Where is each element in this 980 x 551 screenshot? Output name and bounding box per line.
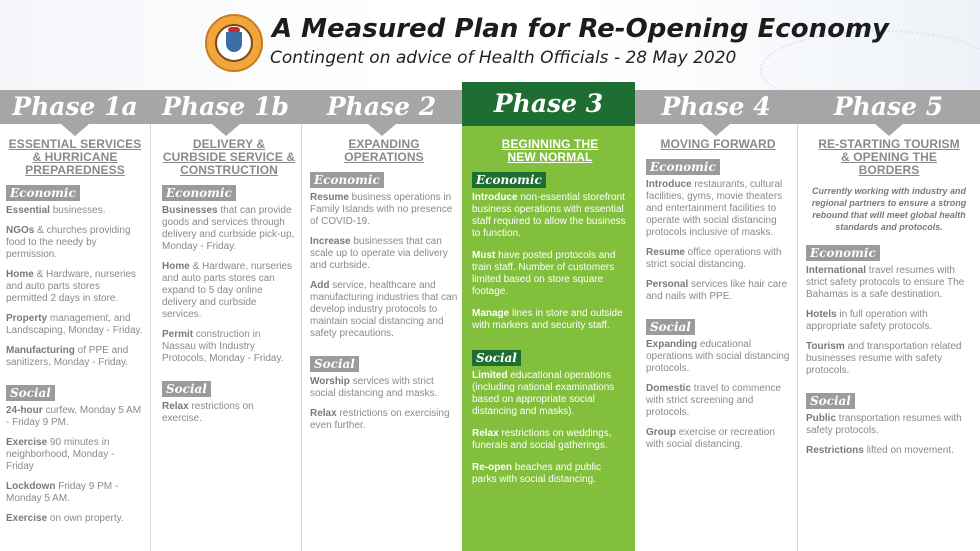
item-text: educational operations (including national examinations based on appropriate social distancing and masks).	[472, 370, 615, 417]
list-item	[6, 481, 144, 505]
list-item	[472, 370, 628, 418]
list-item	[472, 250, 628, 298]
list-item	[6, 225, 144, 261]
list-item	[646, 247, 790, 271]
list-item	[6, 437, 144, 473]
item-text: services with strict social distancing and masks.	[310, 376, 438, 399]
list-item	[6, 345, 144, 369]
list-item	[310, 280, 458, 340]
item-keyword: Tourism	[806, 341, 845, 352]
item-keyword: Exercise	[6, 513, 48, 524]
list-item	[806, 341, 972, 377]
list-item	[310, 236, 458, 272]
item-keyword: Limited	[472, 370, 508, 381]
item-keyword: 24-hour	[6, 405, 43, 416]
list-item	[310, 192, 458, 228]
phase-heading: EXPANDING OPERATIONS	[344, 137, 424, 164]
phase-5-column	[806, 138, 972, 465]
item-keyword: Increase	[310, 236, 351, 247]
item-text: exercise or recreation with social distancing.	[646, 427, 775, 450]
section-label-social: Social	[310, 356, 359, 372]
item-text: restrictions on weddings, funerals and social gatherings.	[472, 428, 612, 451]
item-keyword: Introduce	[646, 179, 692, 190]
item-text: on own property.	[47, 513, 124, 524]
item-keyword: Home	[162, 261, 190, 272]
phase-heading: ESSENTIAL SERVICES & HURRICANE PREPAREDNESS	[8, 137, 142, 177]
government-seal-icon	[205, 14, 263, 72]
item-keyword: Permit	[162, 329, 194, 340]
item-text: 90 minutes in neighborhood, Monday - Friday	[6, 437, 115, 472]
item-keyword: Hotels	[806, 309, 837, 320]
section-label-economic: Economic	[310, 172, 384, 188]
item-text: lines in store and outside with markers and security staff.	[472, 308, 623, 331]
section-label-social: Social	[646, 319, 695, 335]
list-item	[310, 376, 458, 400]
list-item	[646, 427, 790, 451]
page-subtitle: Contingent on advice of Health Officials - 28 May 2020	[270, 48, 737, 68]
item-keyword: Relax	[472, 428, 499, 439]
phase-1a-column	[6, 138, 144, 533]
phase-3-header: Phase 3	[462, 82, 635, 126]
item-keyword: Relax	[310, 408, 337, 419]
item-text: service, healthcare and manufacturing industries that can develop industry protocols to maintain social distancing and safety precautions.	[310, 280, 458, 339]
list-item	[806, 309, 972, 333]
item-text: travel to commence with strict screening and protocols.	[646, 383, 782, 418]
item-text: lifted on movement.	[863, 445, 954, 456]
list-item	[646, 279, 790, 303]
item-keyword: NGOs	[6, 225, 35, 236]
item-keyword: Manage	[472, 308, 510, 319]
section-label-social: Social	[6, 385, 55, 401]
item-keyword: Lockdown	[6, 481, 56, 492]
item-text: management, and Landscaping, Monday - Friday.	[6, 313, 143, 336]
item-text: educational operations with social distancing protocols.	[646, 339, 790, 374]
list-item	[6, 205, 144, 217]
list-item	[472, 462, 628, 486]
item-keyword: Exercise	[6, 437, 48, 448]
item-text: curfew, Monday 5 AM - Friday 9 PM.	[6, 405, 142, 428]
list-item	[6, 313, 144, 337]
list-item	[806, 445, 972, 457]
item-keyword: Resume	[310, 192, 349, 203]
phase-heading: RE-STARTING TOURISM & OPENING THE BORDERS	[818, 137, 960, 177]
phase-heading: BEGINNING THE NEW NORMAL	[501, 137, 599, 164]
phase-heading: MOVING FORWARD	[660, 137, 776, 151]
list-item	[162, 261, 296, 321]
item-text: restaurants, cultural facilities, gyms, movie theaters and entertainment facilities to operate with social distancing protocols inclusive of masks.	[646, 179, 783, 238]
item-text: & churches providing food to the needy by permission.	[6, 225, 131, 260]
item-keyword: Must	[472, 250, 496, 261]
section-label-social: Social	[806, 393, 855, 409]
item-text: construction in Nassau with Industry Protocols, Monday - Friday.	[162, 329, 284, 364]
item-keyword: Domestic	[646, 383, 692, 394]
section-label-economic: Economic	[472, 172, 546, 188]
phase-heading: DELIVERY & CURBSIDE SERVICE & CONSTRUCTION	[162, 137, 296, 177]
list-item	[310, 408, 458, 432]
list-item	[162, 401, 296, 425]
section-label-social: Social	[472, 350, 521, 366]
item-text: office operations with strict social distancing.	[646, 247, 782, 270]
item-text: business operations in Family Islands with no presence of COVID-19.	[310, 192, 453, 227]
item-keyword: Restrictions	[806, 445, 864, 456]
item-keyword: Expanding	[646, 339, 698, 350]
list-item	[646, 339, 790, 375]
section-label-economic: Economic	[806, 245, 880, 261]
phase-2-header: Phase 2	[301, 90, 462, 124]
item-keyword: Manufacturing	[6, 345, 75, 356]
item-keyword: Worship	[310, 376, 350, 387]
item-keyword: Introduce	[472, 192, 518, 203]
list-item	[472, 308, 628, 332]
item-text: in full operation with appropriate safety protocols.	[806, 309, 933, 332]
section-label-social: Social	[162, 381, 211, 397]
column-divider	[797, 124, 798, 551]
item-keyword: Resume	[646, 247, 685, 258]
item-keyword: Businesses	[162, 205, 218, 216]
item-text: & Hardware, nurseries and auto parts stores can expand to 5 day online delivery and curbside services.	[162, 261, 293, 320]
phase-note: Currently working with industry and regional partners to ensure a strong rebound that will meet global health standards and protocols.	[811, 186, 967, 232]
page-title: A Measured Plan for Re-Opening Economy	[272, 14, 889, 44]
item-text: and transportation related businesses resume with safety protocols.	[806, 341, 962, 376]
item-text: non-essential storefront business operations with essential staff required to allow the business to function.	[472, 192, 626, 239]
list-item	[806, 413, 972, 437]
phase-5-header: Phase 5	[797, 90, 980, 124]
column-divider	[301, 124, 302, 551]
header	[0, 0, 980, 90]
item-text: have posted protocols and train staff. Number of customers limited based on store square footage.	[472, 250, 616, 297]
phase-3-column	[472, 138, 628, 496]
item-text: beaches and public parks with social distancing.	[472, 462, 601, 485]
list-item	[6, 405, 144, 429]
item-keyword: Essential	[6, 205, 50, 216]
phase-4-column	[646, 138, 790, 459]
list-item	[162, 205, 296, 253]
phase-2-column	[310, 138, 458, 440]
item-keyword: Relax	[162, 401, 189, 412]
item-text: services like hair care and nails with PPE.	[646, 279, 788, 302]
column-divider	[150, 124, 151, 551]
item-text: Friday 9 PM - Monday 5 AM.	[6, 481, 119, 504]
item-text: businesses.	[49, 205, 106, 216]
item-keyword: Add	[310, 280, 330, 291]
item-keyword: Personal	[646, 279, 689, 290]
item-text: travel resumes with strict safety protocols to ensure The Bahamas is a safe destination.	[806, 265, 965, 300]
phase-1a-header: Phase 1a	[0, 90, 150, 124]
item-text: restrictions on exercising even further.	[310, 408, 450, 431]
list-item	[162, 329, 296, 365]
item-text: & Hardware, nurseries and auto parts stores permitted 2 days in store.	[6, 269, 137, 304]
phase-1b-header: Phase 1b	[150, 90, 301, 124]
list-item	[646, 179, 790, 239]
item-keyword: Re-open	[472, 462, 512, 473]
item-keyword: International	[806, 265, 867, 276]
item-text: restrictions on exercise.	[162, 401, 254, 424]
list-item	[806, 265, 972, 301]
phase-1b-column	[162, 138, 296, 433]
section-label-economic: Economic	[162, 185, 236, 201]
list-item	[6, 513, 144, 525]
item-text: transportation resumes with safety protocols.	[806, 413, 962, 436]
section-label-economic: Economic	[646, 159, 720, 175]
item-text: businesses that can scale up to operate via delivery and curbside.	[310, 236, 448, 271]
list-item	[472, 428, 628, 452]
phase-4-header: Phase 4	[635, 90, 797, 124]
list-item	[6, 269, 144, 305]
item-keyword: Property	[6, 313, 48, 324]
item-text: that can provide goods and services through delivery and curbside pick-up, Monday - Friday.	[162, 205, 295, 252]
item-text: of PPE and sanitizers, Monday - Friday.	[6, 345, 129, 368]
list-item	[472, 192, 628, 240]
item-keyword: Public	[806, 413, 837, 424]
section-label-economic: Economic	[6, 185, 80, 201]
item-keyword: Home	[6, 269, 34, 280]
list-item	[646, 383, 790, 419]
item-keyword: Group	[646, 427, 676, 438]
